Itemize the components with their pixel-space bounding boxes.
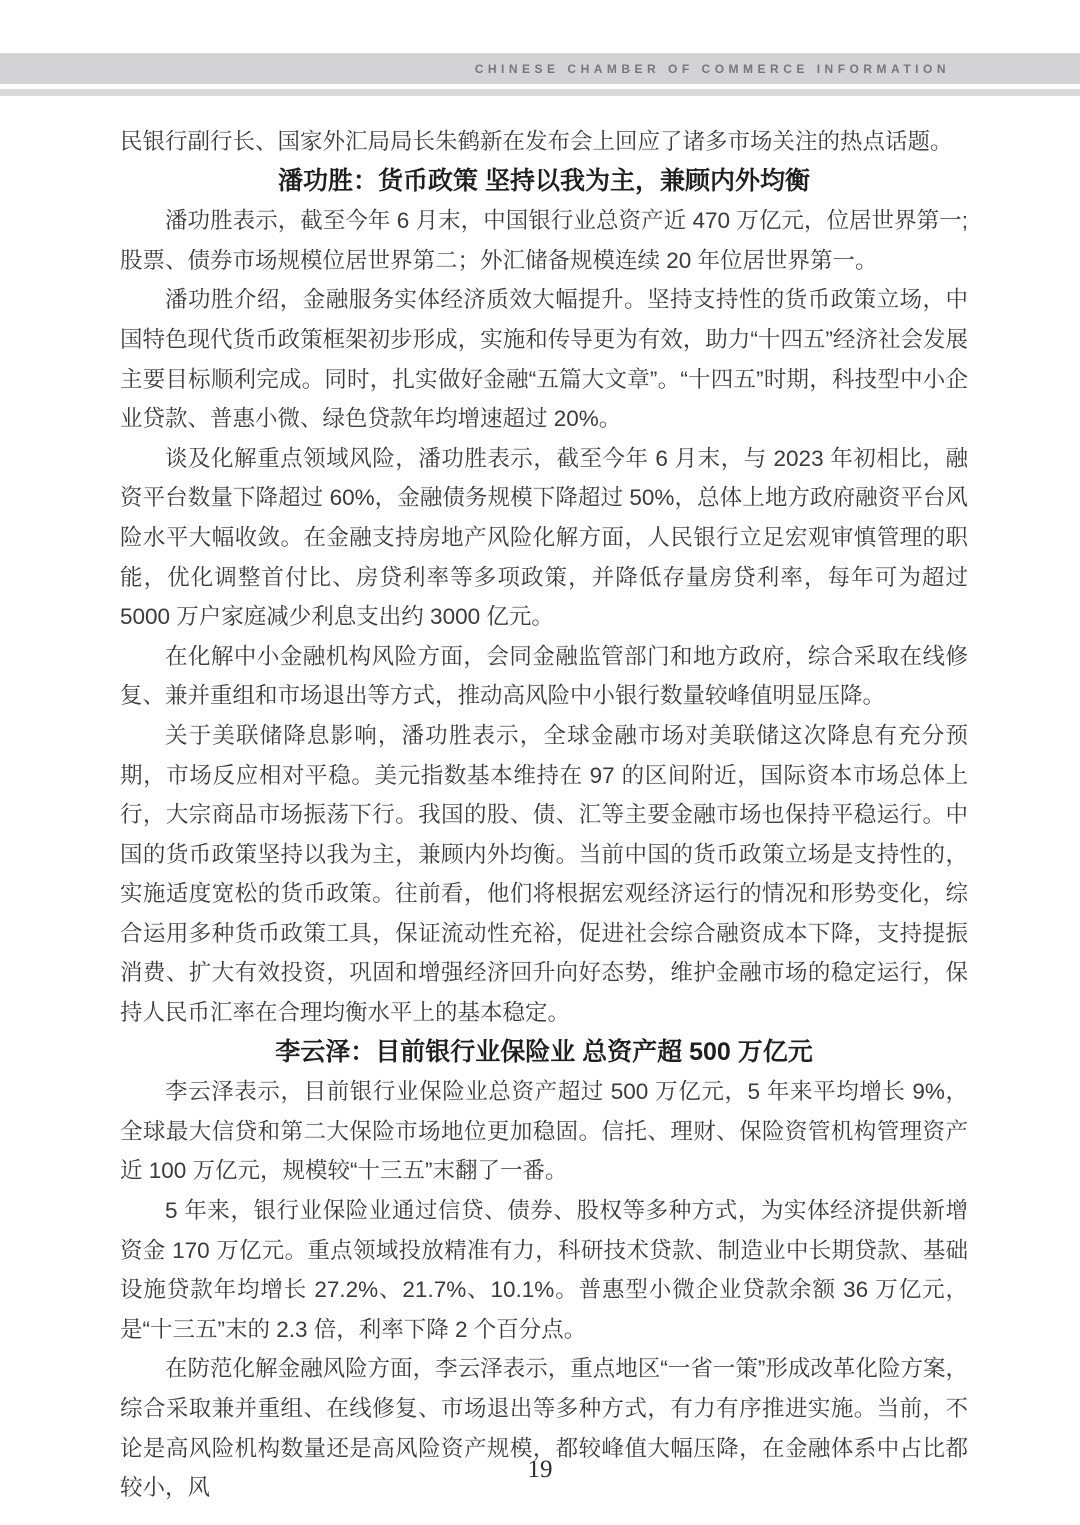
section-heading-liyunze: 李云泽：目前银行业保险业 总资产超 500 万亿元 <box>275 1037 813 1066</box>
paragraph-li-2: 5 年来，银行业保险业通过信贷、债券、股权等多种方式，为实体经济提供新增资金 170 万亿元。重点领域投放精准有力，科研技术贷款、制造业中长期贷款、基础设施贷款年均增长 27.2%、21.7%、10.1%。普惠型小微企业贷款余额 36 万亿元，是“十三五”末的 2.3 倍，利率下降 2 个百分点。 <box>120 1198 968 1342</box>
page-number: 19 <box>527 1456 553 1483</box>
paragraph-li-3: 在防范化解金融风险方面，李云泽表示，重点地区“一省一策”形成改革化险方案，综合采取兼并重组、在线修复、市场退出等多种方式，有力有序推进实施。当前，不论是高风险机构数量还是高风险资产规模，都较峰值大幅压降，在金融体系中占比都较小，风 <box>120 1356 968 1501</box>
header-rule <box>0 89 1080 96</box>
paragraph-li-1: 李云泽表示，目前银行业保险业总资产超过 500 万亿元，5 年来平均增长 9%，全球最大信贷和第二大保险市场地位更加稳固。信托、理财、保险资管机构管理资产近 100 万亿元，规模较“十三五”末翻了一番。 <box>120 1079 968 1184</box>
article-body <box>120 122 968 1508</box>
header-banner-text: CHINESE CHAMBER OF COMMERCE INFORMATION <box>474 61 950 76</box>
paragraph-pan-5: 关于美联储降息影响，潘功胜表示，全球金融市场对美联储这次降息有充分预期，市场反应相对平稳。美元指数基本维持在 97 的区间附近，国际资本市场总体上行，大宗商品市场振荡下行。我国的股、债、汇等主要金融市场也保持平稳运行。中国的货币政策坚持以我为主，兼顾内外均衡。当前中国的货币政策立场是支持性的，实施适度宽松的货币政策。往前看，他们将根据宏观经济运行的情况和形势变化，综合运用多种货币政策工具，保证流动性充裕，促进社会综合融资成本下降，支持提振消费、扩大有效投资，巩固和增强经济回升向好态势，维护金融市场的稳定运行，保持人民币汇率在合理均衡水平上的基本稳定。 <box>120 722 968 1026</box>
continuation-paragraph: 民银行副行长、国家外汇局局长朱鹤新在发布会上回应了诸多市场关注的热点话题。 <box>120 129 953 154</box>
paragraph-pan-3: 谈及化解重点领域风险，潘功胜表示，截至今年 6 月末，与 2023 年初相比，融资平台数量下降超过 60%，金融债务规模下降超过 50%，总体上地方政府融资平台风险水平大幅收敛。在金融支持房地产风险化解方面，人民银行立足宏观审慎管理的职能，优化调整首付比、房贷利率等多项政策，并降低存量房贷利率，每年可为超过 5000 万户家庭减少利息支出约 3000 亿元。 <box>120 445 968 630</box>
paragraph-pan-4: 在化解中小金融机构风险方面，会同金融监管部门和地方政府，综合采取在线修复、兼并重组和市场退出等方式，推动高风险中小银行数量较峰值明显压降。 <box>120 643 968 709</box>
section-heading-pangongsheng: 潘功胜：货币政策 坚持以我为主，兼顾内外均衡 <box>278 166 810 195</box>
paragraph-pan-2: 潘功胜介绍，金融服务实体经济质效大幅提升。坚持支持性的货币政策立场，中国特色现代货币政策框架初步形成，实施和传导更为有效，助力“十四五”经济社会发展主要目标顺利完成。同时，扎实做好金融“五篇大文章”。“十四五”时期，科技型中小企业贷款、普惠小微、绿色贷款年均增速超过 20%。 <box>120 287 968 432</box>
header-banner <box>0 53 1080 84</box>
paragraph-pan-1: 潘功胜表示，截至今年 6 月末，中国银行业总资产近 470 万亿元，位居世界第一;股票、债券市场规模位居世界第二；外汇储备规模连续 20 年位居世界第一。 <box>120 208 968 273</box>
